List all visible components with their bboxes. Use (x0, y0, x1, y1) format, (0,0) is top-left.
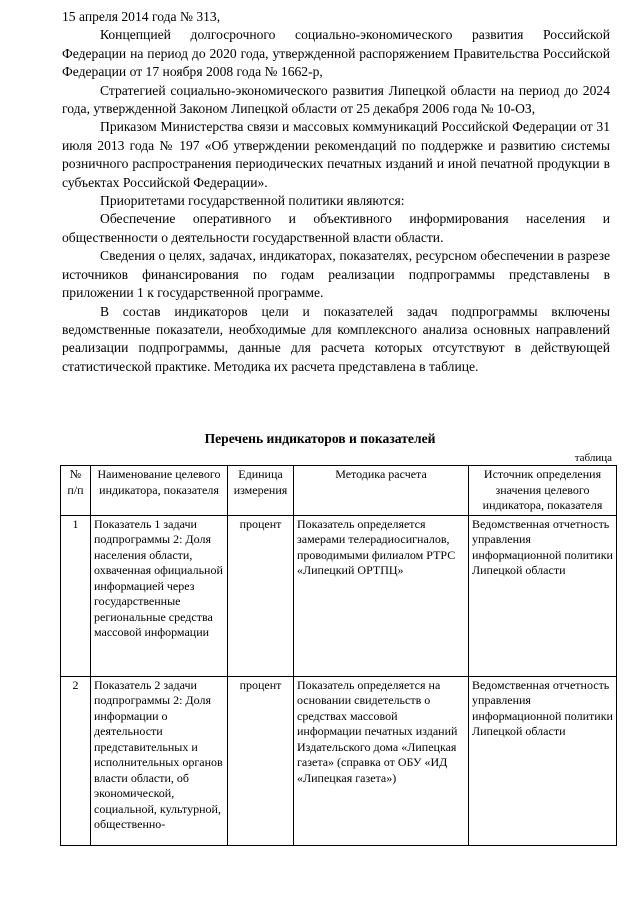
header-source: Источник определения значения целевого индикатора, показателя (469, 466, 617, 516)
table-header-row (61, 466, 617, 516)
body-text (62, 8, 610, 376)
cell-number: 1 (61, 515, 91, 676)
cell-method: Показатель определяется замерами телерадиосигналов, проводимыми филиалом РТРС «Липецкий ОРТПЦ» (294, 515, 469, 676)
cell-source: Ведомственная отчетность управления информационной политики Липецкой области (469, 515, 617, 676)
header-number: № п/п (61, 466, 91, 516)
paragraph: Сведения о целях, задачах, индикаторах, показателях, ресурсном обеспечении в разрезе источников финансирования по годам реализации подпрограммы представлены в приложении 1 к государственной программе. (62, 248, 610, 301)
paragraph: Приказом Министерства связи и массовых коммуникаций Российской Федерации от 31 июля 2013 года № 197 «Об утверждении рекомендаций по поддержке и развитию системы розничного распространения периодических печатных изданий и иной печатной продукции в субъектах Российской Федерации». (62, 119, 610, 190)
cell-number: 2 (61, 676, 91, 845)
table-note: таблица (574, 452, 612, 464)
header-indicator-name: Наименование целевого индикатора, показателя (91, 466, 228, 516)
indicators-table (60, 465, 617, 846)
cell-indicator-name: Показатель 1 задачи подпрограммы 2: Доля населения области, охваченная официальной информацией через государственные региональные средства массовой информации (91, 515, 228, 676)
header-unit: Единица измерения (228, 466, 294, 516)
table-row (61, 676, 617, 845)
table-row (61, 515, 617, 676)
cell-method: Показатель определяется на основании свидетельств о средствах массовой информации печатных изданий Издательского дома «Липецкая газета» (справка от ОБУ «ИД «Липецкая газета») (294, 676, 469, 845)
paragraph: Приоритетами государственной политики являются: (100, 193, 405, 209)
paragraph: 15 апреля 2014 года № 313, (62, 9, 221, 24)
paragraph: В состав индикаторов цели и показателей задач подпрограммы включены ведомственные показатели, необходимые для комплексного анализа основных направлений реализации подпрограммы, данные для расчета которых отсутствуют в действующей статистической практике. Методика их расчета представлена в таблице. (62, 303, 610, 374)
paragraph: Концепцией долгосрочного социально-экономического развития Российской Федерации на период до 2020 года, утвержденной распоряжением Правительства Российской Федерации от 17 ноября 2008 года № 1662-р, (62, 27, 610, 80)
header-method: Методика расчета (294, 466, 469, 516)
cell-unit: процент (228, 676, 294, 845)
paragraph: Стратегией социально-экономического развития Липецкой области на период до 2024 года, утвержденной Законом Липецкой области от 25 декабря 2006 года № 10-ОЗ, (62, 82, 610, 117)
cell-unit: процент (228, 515, 294, 676)
cell-source: Ведомственная отчетность управления информационной политики Липецкой области (469, 676, 617, 845)
table-title: Перечень индикаторов и показателей (204, 431, 436, 446)
paragraph: Обеспечение оперативного и объективного информирования населения и общественности о деятельности государственной власти области. (62, 211, 610, 245)
cell-indicator-name: Показатель 2 задачи подпрограммы 2: Доля информации о деятельности представительных и исполнительных органов власти области, об экономической, социальной, культурной, общественно- (91, 676, 228, 845)
